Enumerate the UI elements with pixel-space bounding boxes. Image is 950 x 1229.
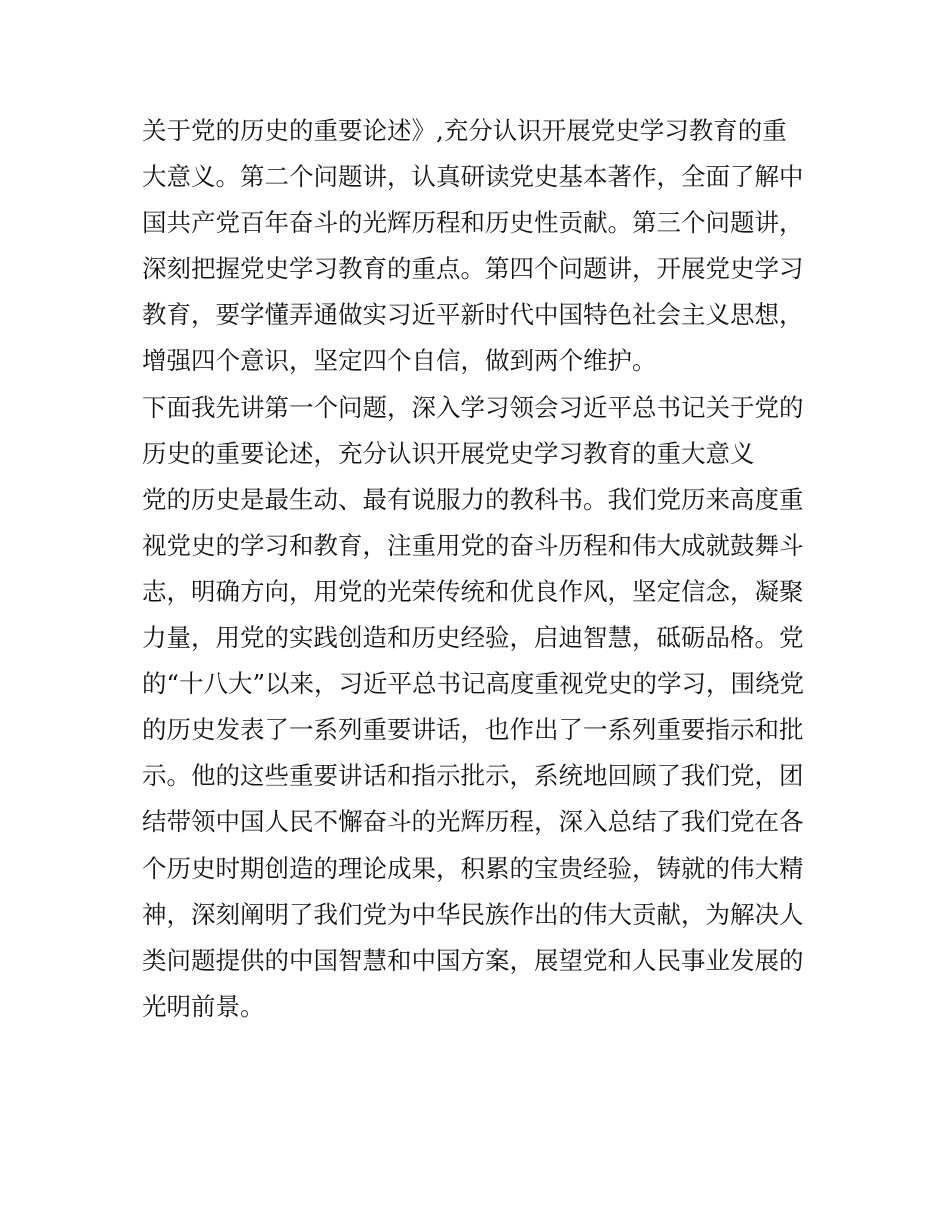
text-line: 国共产党百年奋斗的光辉历程和历史性贡献。第三个问题讲， [142, 208, 804, 238]
text-line: 的“十八大”以来，习近平总书记高度重视党史的学习，围绕党 [142, 669, 805, 699]
text-line: 关于党的历史的重要论述》,充分认识开展党史学习教育的重 [142, 116, 787, 145]
text-line: 视党史的学习和教育，注重用党的奋斗历程和伟大成就鼓舞斗 [142, 530, 804, 560]
text-line: 增强四个意识，坚定四个自信，做到两个维护。 [142, 346, 657, 376]
text-line: 下面我先讲第一个问题，深入学习领会习近平总书记关于党的 [142, 392, 804, 422]
text-line: 示。他的这些重要讲话和指示批示，系统地回顾了我们党，团 [142, 761, 804, 791]
text-line: 教育，要学懂弄通做实习近平新时代中国特色社会主义思想， [142, 300, 804, 330]
text-line: 结带领中国人民不懈奋斗的光辉历程，深入总结了我们党在各 [142, 807, 804, 837]
text-line: 类问题提供的中国智慧和中国方案，展望党和人民事业发展的 [142, 945, 804, 975]
body-text [142, 108, 822, 1030]
text-line: 深刻把握党史学习教育的重点。第四个问题讲，开展党史学习 [142, 254, 804, 284]
text-line: 历史的重要论述，充分认识开展党史学习教育的重大意义 [142, 438, 755, 468]
text-line: 力量，用党的实践创造和历史经验，启迪智慧，砥砺品格。党 [142, 623, 804, 653]
text-line: 个历史时期创造的理论成果，积累的宝贵经验，铸就的伟大精 [142, 853, 804, 883]
text-line: 光明前景。 [142, 991, 265, 1021]
text-line: 党的历史是最生动、最有说服力的教科书。我们党历来高度重 [142, 484, 804, 514]
text-line: 神，深刻阐明了我们党为中华民族作出的伟大贡献，为解决人 [142, 899, 804, 929]
text-line: 大意义。第二个问题讲，认真研读党史基本著作，全面了解中 [142, 162, 804, 192]
text-line: 的历史发表了一系列重要讲话，也作出了一系列重要指示和批 [142, 715, 804, 745]
text-line: 志，明确方向，用党的光荣传统和优良作风，坚定信念，凝聚 [142, 576, 804, 606]
